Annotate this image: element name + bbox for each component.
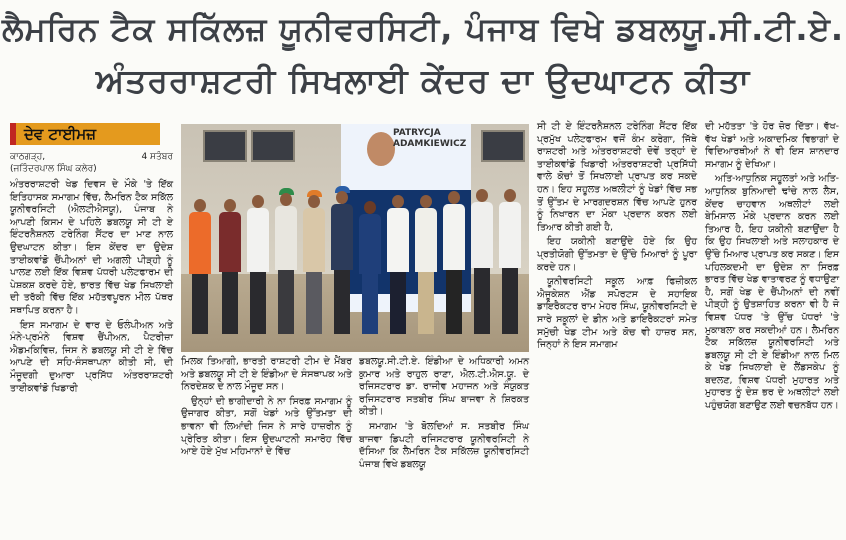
photo-window	[203, 130, 247, 162]
article-column-2	[181, 356, 352, 461]
article-column-3	[359, 356, 529, 473]
article-paragraph: ਅਤਿ-ਆਧੁਨਿਕ ਸਹੂਲਤਾਂ ਅਤੇ ਅਤਿ-ਆਧੁਨਿਕ ਬੁਨਿਆਦੀ ਢਾਂਚੇ ਨਾਲ ਲੈਸ, ਕੇਂਦਰ ਚਾਹਵਾਨ ਅਥਲੀਟਾਂ ਲਈ ਬੇਮਿਸਾਲ ਮੌਕੇ ਪ੍ਰਦਾਨ ਕਰਨ ਲਈ ਤਿਆਰ ਹੈ, ਇਹ ਯਕੀਨੀ ਬਣਾਉਂਦਾ ਹੈ ਕਿ ਉਹ ਸਿਖਲਾਈ ਅਤੇ ਸਲਾਹਕਾਰ ਦੇ ਉੱਚੇ ਮਿਆਰ ਪ੍ਰਾਪਤ ਕਰ ਸਕਣ। ਇਸ ਪਹਿਲਕਦਮੀ ਦਾ ਉਦੇਸ਼ ਨਾ ਸਿਰਫ਼ ਭਾਰਤ ਵਿੱਚ ਖੇਡ ਵਾਤਾਵਰਣ ਨੂੰ ਵਧਾਉਣਾ ਹੈ, ਸਗੋਂ ਖੇਡ ਦੇ ਚੈਂਪੀਅਨਾਂ ਦੀ ਨਵੀਂ ਪੀੜ੍ਹੀ ਨੂੰ ਉਤਸ਼ਾਹਿਤ ਕਰਨਾ ਵੀ ਹੈ ਜੋ ਵਿਸ਼ਵ ਪੱਧਰ 'ਤੇ ਉੱਚ ਪੱਧਰਾਂ 'ਤੇ ਮੁਕਾਬਲਾ ਕਰ ਸਕਦੀਆਂ ਹਨ। ਲੈਮਰਿਨ ਟੈਕ ਸਕਿੱਲਜ਼ ਯੂਨੀਵਰਸਿਟੀ ਅਤੇ ਡਬਲਯੂ ਸੀ ਟੀ ਏ ਇੰਡੀਆ ਨਾਲ ਮਿਲ ਕੇ ਖੇਡ ਸਿਖਲਾਈ ਦੇ ਲੈਂਡਸਕੇਪ ਨੂੰ ਬਦਲਣ, ਵਿਸ਼ਵ ਪੱਧਰੀ ਮੁਹਾਰਤ ਅਤੇ ਮੁਹਾਰਤ ਨੂੰ ਦੇਸ਼ ਭਰ ਦੇ ਅਥਲੀਟਾਂ ਲਈ ਪਹੁੰਚਯੋਗ ਬਣਾਉਣ ਲਈ ਵਚਨਬੱਧ ਹਨ।	[705, 173, 839, 412]
banner-name-line-2: ADAMKIEWICZ	[393, 139, 467, 149]
dateline-date: 4 ਸਤੰਬਰ	[141, 152, 173, 162]
publication-brand: ਦੇਵ ਟਾਈਮਜ਼	[10, 123, 160, 145]
photo-window	[481, 130, 525, 162]
article-column-1	[10, 179, 173, 397]
dateline-place: ਕਾਠਗੜ੍ਹ,	[10, 152, 46, 162]
person	[303, 190, 325, 334]
person	[189, 199, 211, 334]
article-paragraph: ਉਨ੍ਹਾਂ ਦੀ ਭਾਗੀਦਾਰੀ ਨੇ ਨਾ ਸਿਰਫ਼ ਸਮਾਗਮ ਨੂੰ ਉਜਾਗਰ ਕੀਤਾ, ਸਗੋਂ ਖੇਡਾਂ ਅਤੇ ਉੱਤਮਤਾ ਦੀ ਭਾਵਨਾ ਵੀ ਲਿਆਂਦੀ ਜਿਸ ਨੇ ਸਾਰੇ ਹਾਜ਼ਰੀਨ ਨੂੰ ਪ੍ਰੇਰਿਤ ਕੀਤਾ। ਇਸ ਉਦਘਾਟਨੀ ਸਮਾਰੋਹ ਵਿੱਚ ਆਏ ਹੋਏ ਮੁੱਖ ਮਹਿਮਾਨਾਂ ਦੇ ਵਿੱਚ	[181, 395, 352, 458]
banner-name	[393, 128, 469, 150]
headline-line-1: ਲੈਮਰਿਨ ਟੈਕ ਸਕਿੱਲਜ਼ ਯੂਨੀਵਰਸਿਟੀ, ਪੰਜਾਬ ਵਿਖੇ ਡਬਲਯੂ.ਸੀ.ਟੀ.ਏ.	[1, 10, 845, 48]
dateline	[10, 152, 173, 176]
event-photo	[181, 124, 529, 352]
person	[415, 195, 437, 334]
person	[247, 195, 269, 334]
person	[331, 186, 353, 334]
photo-window	[251, 130, 295, 162]
person	[219, 199, 241, 334]
banner-portrait	[367, 132, 395, 166]
person	[275, 188, 297, 334]
person	[359, 201, 381, 334]
article-paragraph: ਸੀ ਟੀ ਏ ਇੰਟਰਨੈਸ਼ਨਲ ਟਰੇਨਿੰਗ ਸੈਂਟਰ ਇੱਕ ਪ੍ਰਮੁੱਖ ਪਲੇਟਫਾਰਮ ਵਜੋਂ ਕੰਮ ਕਰੇਗਾ, ਜਿੱਥੇ ਰਾਸ਼ਟਰੀ ਅਤੇ ਅੰਤਰਰਾਸ਼ਟਰੀ ਦੋਵੇਂ ਤਰ੍ਹਾਂ ਦੇ ਤਾਈਕਵਾਂਡੋ ਖਿਡਾਰੀ ਅੰਤਰਰਾਸ਼ਟਰੀ ਪ੍ਰਸਿੱਧੀ ਵਾਲੇ ਕੋਚਾਂ ਤੋਂ ਸਿਖਲਾਈ ਪ੍ਰਾਪਤ ਕਰ ਸਕਦੇ ਹਨ। ਇਹ ਸਹੂਲਤ ਅਥਲੀਟਾਂ ਨੂੰ ਖੇਡਾਂ ਵਿੱਚ ਸਭ ਤੋਂ ਉੱਤਮ ਦੇ ਮਾਰਗਦਰਸ਼ਨ ਵਿੱਚ ਆਪਣੇ ਹੁਨਰ ਨੂੰ ਨਿਖਾਰਨ ਦਾ ਮੌਕਾ ਪ੍ਰਦਾਨ ਕਰਨ ਲਈ ਤਿਆਰ ਕੀਤੀ ਗਈ ਹੈ,	[537, 121, 697, 233]
article-paragraph: ਯੂਨੀਵਰਸਿਟੀ ਸਕੂਲ ਆਫ਼ ਫਿਜ਼ੀਕਲ ਐਜੂਕੇਸ਼ਨ ਐਂਡ ਸਪੋਰਟਸ ਦੇ ਸਹਾਇਕ ਡਾਇਰੈਕਟਰ ਰਾਮ ਮੇਹਰ ਸਿੰਘ, ਯੂਨੀਵਰਸਿਟੀ ਦੇ ਸਾਰੇ ਸਕੂਲਾਂ ਦੇ ਡੀਨ ਅਤੇ ਡਾਇਰੈਕਟਰਾਂ ਸਮੇਤ ਸਮੁੱਚੀ ਖੇਡ ਟੀਮ ਅਤੇ ਕੋਚ ਵੀ ਹਾਜ਼ਰ ਸਨ, ਜਿਨ੍ਹਾਂ ਨੇ ਇਸ ਸਮਾਗਮ	[537, 276, 697, 351]
article-paragraph: ਸਮਾਗਮ 'ਤੇ ਬੋਲਦਿਆਂ ਸ. ਸਤਬੀਰ ਸਿੰਘ ਬਾਜਵਾ ਡਿਪਟੀ ਰਜਿਸਟਰਾਰ ਯੂਨੀਵਰਸਿਟੀ ਨੇ ਦੱਸਿਆ ਕਿ ਲੈਮਰਿਨ ਟੈਕ ਸਕਿੱਲਜ਼ ਯੂਨੀਵਰਸਿਟੀ ਪੰਜਾਬ ਵਿਖੇ ਡਬਲਯੂ	[359, 420, 529, 470]
person	[387, 195, 409, 334]
person	[471, 189, 493, 334]
article-paragraph: ਅੰਤਰਰਾਸ਼ਟਰੀ ਖੇਡ ਦਿਵਸ ਦੇ ਮੌਕੇ 'ਤੇ ਇੱਕ ਇਤਿਹਾਸਕ ਸਮਾਗਮ ਵਿੱਚ, ਲੈਮਰਿਨ ਟੈਕ ਸਕਿੱਲ ਯੂਨੀਵਰਸਿਟੀ (ਐਲਟੀਐਸਯੂ), ਪੰਜਾਬ ਨੇ ਆਪਣੀ ਕਿਸਮ ਦੇ ਪਹਿਲੇ ਡਬਲਯੂ ਸੀ ਟੀ ਏ ਇੰਟਰਨੈਸ਼ਨਲ ਟਰੇਨਿੰਗ ਸੈਂਟਰ ਦਾ ਮਾਣ ਨਾਲ ਉਦਘਾਟਨ ਕੀਤਾ। ਇਸ ਕੇਂਦਰ ਦਾ ਉਦੇਸ਼ ਤਾਈਕਵਾਂਡੋ ਚੈਂਪੀਅਨਾਂ ਦੀ ਅਗਲੀ ਪੀੜ੍ਹੀ ਨੂੰ ਪਾਲਣ ਲਈ ਇੱਕ ਵਿਸ਼ਵ ਪੱਧਰੀ ਪਲੇਟਫਾਰਮ ਦੀ ਪੇਸ਼ਕਸ਼ ਕਰਦੇ ਹੋਏ, ਭਾਰਤ ਵਿੱਚ ਖੇਡ ਸਿਖਲਾਈ ਦੀ ਤਰੱਕੀ ਵਿੱਚ ਇੱਕ ਮਹੱਤਵਪੂਰਨ ਮੀਲ ਪੱਥਰ ਸਥਾਪਿਤ ਕਰਨਾ ਹੈ।	[10, 179, 173, 316]
article-paragraph: ਡਬਲਯੂ.ਸੀ.ਟੀ.ਏ. ਇੰਡੀਆ ਦੇ ਅਧਿਕਾਰੀ ਅਮਨ ਕੁਮਾਰ ਅਤੇ ਰਾਹੁਲ ਰਾਣਾ, ਐਲ.ਟੀ.ਐਸ.ਯੂ. ਦੇ ਰਜਿਸਟਰਾਰ ਡਾ. ਰਾਜੀਵ ਮਹਾਜਨ ਅਤੇ ਸੰਯੁਕਤ ਰਜਿਸਟਰਾਰ ਸਤਬੀਰ ਸਿੰਘ ਬਾਜਵਾ ਨੇ ਸ਼ਿਰਕਤ ਕੀਤੀ।	[359, 356, 529, 418]
banner-name-line-1: PATRYCJA	[393, 128, 441, 138]
article-paragraph: ਮਿਲਕ ਤਿਆਗੀ, ਭਾਰਤੀ ਰਾਸ਼ਟਰੀ ਟੀਮ ਦੇ ਮੈਂਬਰ ਅਤੇ ਡਬਲਯੂ ਸੀ ਟੀ ਏ ਇੰਡੀਆ ਦੇ ਸੰਸਥਾਪਕ ਅਤੇ ਨਿਰਦੇਸ਼ਕ ਦੇ ਨਾਲ ਮੌਜੂਦ ਸਨ।	[181, 356, 352, 393]
dateline-reporter: (ਜਤਿੰਦਰਪਾਲ ਸਿੰਘ ਕਲੇਰ)	[10, 163, 97, 174]
article-paragraph: ਇਹ ਯਕੀਨੀ ਬਣਾਉਂਦੇ ਹੋਏ ਕਿ ਉਹ ਪ੍ਰਤੀਯੋਗੀ ਉੱਤਮਤਾ ਦੇ ਉੱਚੇ ਮਿਆਰਾਂ ਨੂੰ ਪੂਰਾ ਕਰਦੇ ਹਨ।	[537, 236, 697, 273]
headline-line-2: ਅੰਤਰਰਾਸ਼ਟਰੀ ਸਿਖਲਾਈ ਕੇਂਦਰ ਦਾ ਉਦਘਾਟਨ ਕੀਤਾ	[95, 61, 751, 100]
article-paragraph: ਦੀ ਮਹੱਤਤਾ 'ਤੇ ਹੋਰ ਜ਼ੋਰ ਦਿੱਤਾ। ਵੱਖ-ਵੱਖ ਖੇਡਾਂ ਅਤੇ ਅਕਾਦਮਿਕ ਵਿਭਾਗਾਂ ਦੇ ਵਿਦਿਆਰਥੀਆਂ ਨੇ ਵੀ ਇਸ ਸ਼ਾਨਦਾਰ ਸਮਾਗਮ ਨੂੰ ਦੇਖਿਆ।	[705, 121, 839, 170]
person	[499, 189, 521, 334]
person	[443, 191, 465, 334]
article-paragraph: ਇਸ ਸਮਾਗਮ ਦੇ ਵਾਰ ਦੇ ਓਲੰਪੀਅਨ ਅਤੇ ਮੰਨੇ-ਪ੍ਰਮੰਨੇ ਵਿਸ਼ਵ ਚੈਂਪੀਅਨ, ਪੈਟਰੀਜ਼ਾ ਐਡਮਕਿਵਿਜ਼, ਜਿਸ ਨੇ ਡਬਲਯੂ ਸੀ ਟੀ ਏ ਵਿੱਚ ਆਪਣੇ ਦੀ ਸਹਿ-ਸੰਸਥਾਪਨਾ ਕੀਤੀ ਸੀ, ਦੀ ਮੌਜੂਦਗੀ ਦੁਆਰਾ ਪ੍ਰਸਿੱਧ ਅੰਤਰਰਾਸ਼ਟਰੀ ਤਾਈਕਵਾਂਡੋ ਖਿਡਾਰੀ	[10, 319, 173, 394]
article-column-4	[537, 121, 697, 354]
article-column-5	[705, 121, 839, 415]
